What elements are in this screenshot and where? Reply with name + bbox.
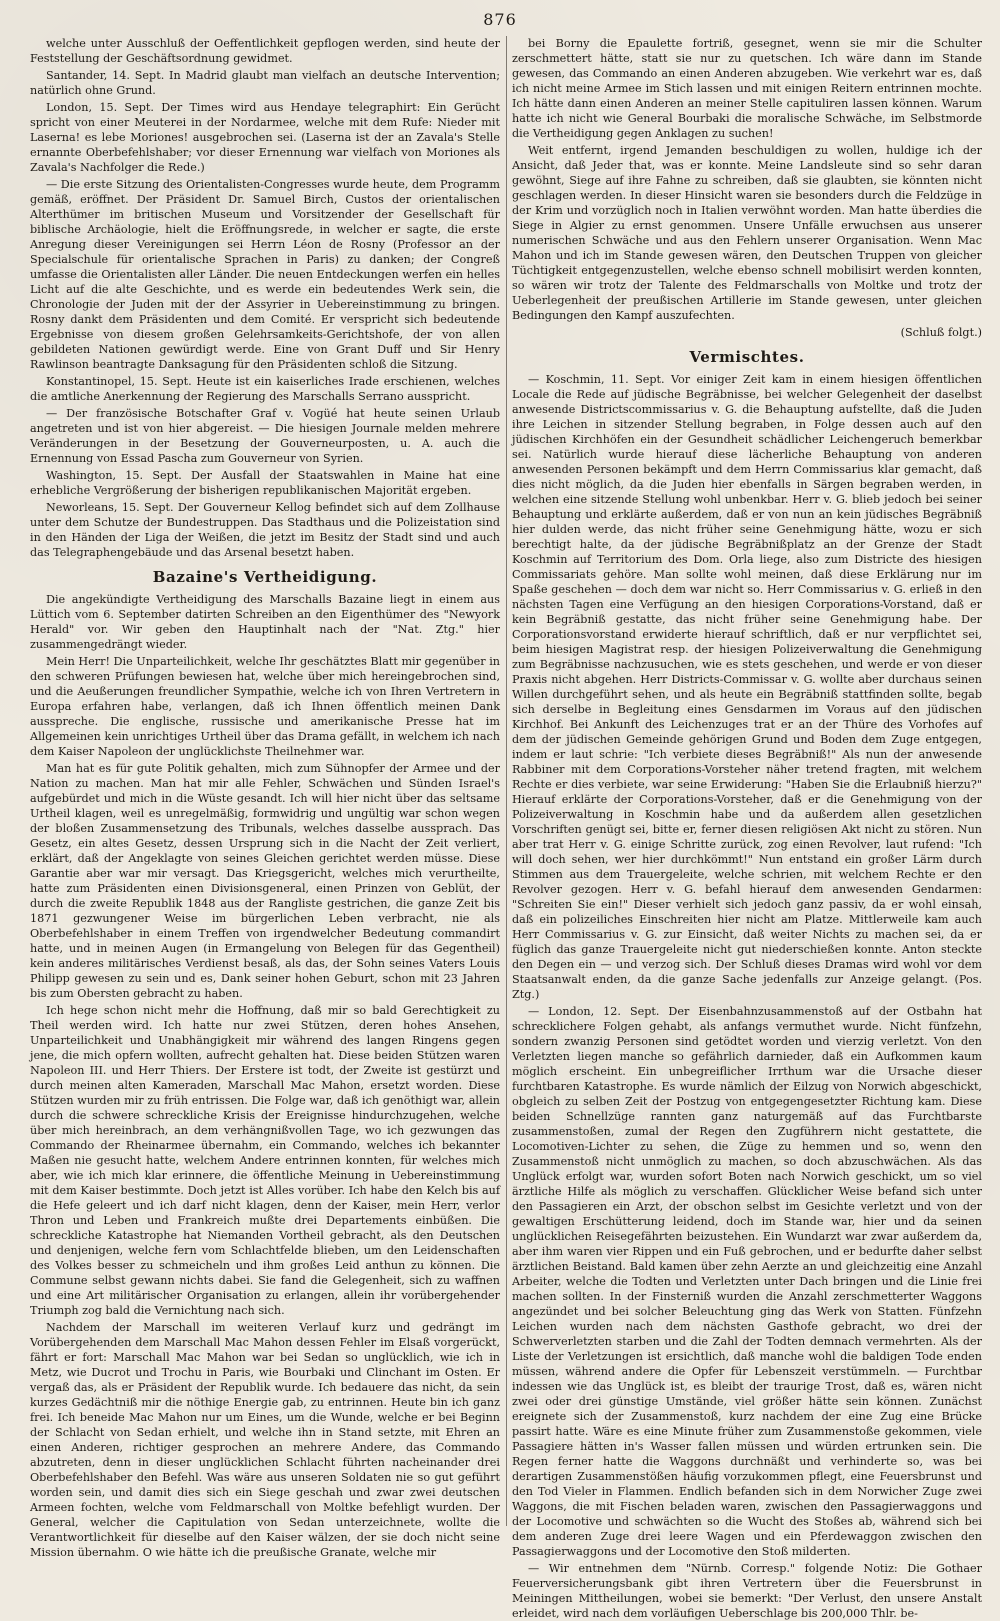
misc-paragraph-1: — Koschmin, 11. Sept. Vor einiger Zeit kam in einem hiesigen öffentlichen Locale die Rede auf jüdische Begräbnisse, bei welcher Gelegenheit der daselbst anwesende Districtscommissarius v. G. die Behauptung aufstellte, daß die Juden ihre Leichen in sitzender Stellung begraben, in Folge dessen auch auf den jüdischen Kirchhöfen ein der Gesundheit schädlicher Leichengeruch bemerkbar sei. Natürlich wurde hierauf diese lächerliche Behauptung von anderen anwesenden Personen bekämpft und dem Herrn Commissarius klar gemacht, daß dies nicht möglich, da die Juden hier ebenfalls in Särgen begraben werden, in welchen eine sitzende Stellung wohl unbenkbar. Herr v. G. blieb jedoch bei seiner Behauptung und erklärte außerdem, daß er von nun an kein jüdisches Begräbniß hier dulden werde, das nicht früher seine Genehmigung hätte, wozu er sich berechtigt halte, da der jüdische Begräbnißplatz an der Grenze der Stadt Koschmin auf Territorium des Dom. Orla liege, also zum Districte des hiesigen Commissariats gehöre. Man sollte wohl meinen, daß diese Erklärung nur im Spaße geschehen — doch dem war nicht so. Herr Commissarius v. G. erließ in den nächsten Tagen eine Verfügung an den hiesigen Corporations-Vorstand, daß er kein Begräbniß gestatte, das nicht früher seine Genehmigung habe. Der Corporationsvorstand erwiderte hierauf schriftlich, daß er nur verpflichtet sei, beim hiesigen Magistrat resp. der hiesigen Polizeiverwaltung die Genehmigung zum Begräbnisse nachzusuchen, wie es stets geschehen, und werde er von dieser Praxis nicht abgehen. Herr Districts-Commissar v. G. wollte aber durchaus seinen Willen durchgeführt sehen, und als heute ein Begräbniß stattfinden sollte, begab sich derselbe in Begleitung eines Gensdarmen im Voraus auf den jüdischen Kirchhof. Bei Ankunft des Leichenzuges trat er an der Thüre des Vorhofes auf dem der jüdischen Gemeinde gehörigen Grund und Boden dem Zuge entgegen, indem er laut schrie: "Ich verbiete dieses Begräbniß!" Als nun der anwesende Rabbiner mit dem Corporations-Vorsteher näher tretend fragten, mit welchem Rechte er dies verbiete, war seine Erwiderung: "Haben Sie die Erlaubniß hierzu?" Hierauf erklärte der Corporations-Vorsteher, daß er die Genehmigung von der Polizeiverwaltung in Koschmin habe und da außerdem allen gesetzlichen Vorschriften genügt sei, bitte er, ferner diesen religiösen Akt nicht zu stören. Nun aber trat Herr v. G. einige Schritte zurück, zog einen Revolver, laut rufend: "Ich will doch sehen, wer hier durchkömmt!" Nun entstand ein großer Lärm durch Stimmen aus dem Trauergeleite, welche schrien, mit welchem Rechte er den Revolver gezogen. Herr v. G. befahl hierauf dem anwesenden Gendarmen: "Schreiten Sie ein!" Dieser verhielt sich jedoch ganz passiv, da er wohl einsah, daß ein polizeiliches Einschreiten hier nicht am Platze. Mittlerweile kam auch Herr Commissarius v. G. zur Einsicht, daß weiter Nichts zu machen sei, da er füglich das ganze Trauergeleite nicht gut niederschießen konnte. Anton steckte den Degen ein — und verzog sich. Der Schluß dieses Dramas wird wohl vor dem Staatsanwalt enden, da die ganze Sache jedenfalls zur Anzeige gelangt. (Pos. Ztg.) (512, 373, 982, 1001)
left-paragraph-4: — Die erste Sitzung des Orientalisten-Congresses wurde heute, dem Programm gemäß, eröffnet. Der Präsident Dr. Samuel Birch, Custos der orientalischen Alterthümer im britischen Museum und Vorsitzender der Gesellschaft für biblische Archäologie, hielt die Eröffnungsrede, in welcher er sagte, die erste Anregung dieser Vereinigungen sei Herrn Léon de Rosny (Professor an der Specialschule für orientalische Sprachen in Paris) zu danken; der Congreß umfasse die Orientalisten aller Länder. Die neuen Entdeckungen werfen ein helles Licht auf die alte Geschichte, und es werde ein bedeutendes Werk sein, die Chronologie der Juden mit der der Assyrier in Uebereinstimmung zu bringen. Rosny dankt dem Präsidenten und dem Comité. Er verspricht sich bedeutende Ergebnisse von diesem großen Gelehrsamkeits-Gerichtshofe, der von allen gebildeten Nationen gewürdigt werde. Eine von Grant Duff und Sir Henry Rawlinson beantragte Danksagung für den Präsidenten schloß die Sitzung. (30, 178, 500, 371)
column-divider (506, 36, 507, 1526)
left-column (30, 36, 500, 1559)
bazaine-paragraph-4: Ich hege schon nicht mehr die Hoffnung, daß mir so bald Gerechtigkeit zu Theil werden wird. Ich hatte nur zwei Stützen, deren hohes Ansehen, Unparteilichkeit und Unabhängigkeit mir während des langen Ringens gegen jene, die mich opfern wollten, aufrecht gehalten hat. Diese beiden Stützen waren Napoleon III. und Herr Thiers. Der Erstere ist todt, der Zweite ist gestürzt und durch meinen alten Kameraden, Marschall Mac Mahon, ersetzt worden. Diese Stützen wurden mir zu früh entrissen. Die Folge war, daß ich genöthigt war, allein durch die schwere schreckliche Krisis der Ereignisse hindurchzugehen, welche über mich hereinbrach, an dem verhängnißvollen Tage, wo ich gezwungen das Commando der Rheinarmee übernahm, ein Commando, welches ich bekannter Maßen nie gesucht hatte, welchem Andere entrinnen konnten, für welches mich aber, wie ich mich klar erinnere, die öffentliche Meinung in Uebereinstimmung mit dem Kaiser bestimmte. Doch jetzt ist Alles vorüber. Ich habe den Kelch bis auf die Hefe geleert und ich darf nicht klagen, denn der Kaiser, mein Herr, verlor Thron und Leben und Frankreich mußte drei Departements einbüßen. Die schreckliche Katastrophe hat Niemanden Vortheil gebracht, als den Deutschen und denjenigen, welche fern vom Schlachtfelde blieben, um den Leidenschaften des Volkes besser zu schmeicheln und ihm großes Leid anthun zu können. Die Commune selbst gewann nichts dabei. Sie fand die Gelegenheit, sich zu waffnen und eine Art militärischer Organisation zu erlangen, allein ihr vorübergehender Triumph zog bald die Vernichtung nach sich. (30, 1004, 500, 1317)
columns (30, 36, 982, 1620)
misc-paragraph-2: — London, 12. Sept. Der Eisenbahnzusammenstoß auf der Ostbahn hat schrecklichere Folgen gehabt, als anfangs vermuthet wurde. Nicht fünfzehn, sondern zwanzig Personen sind getödtet worden und vierzig verletzt. Von den Verletzten liegen manche so gefährlich darnieder, daß ein Aufkommen kaum möglich erscheint. Ein unbegreiflicher Irrthum war die Ursache dieser furchtbaren Katastrophe. Es wurde nämlich der Eilzug von Norwich abgeschickt, obgleich zu selben Zeit der Postzug von entgegengesetzter Richtung kam. Diese beiden Schnellzüge rannten ganz naturgemäß auf das Furchtbarste zusammenstoßen, zumal der Regen den Zugführern nicht gestattete, die Locomotiven-Lichter zu sehen, die Züge zu hemmen und so, wenn den Zusammenstoß nicht unmöglich zu machen, so doch abzuschwächen. Als das Unglück erfolgt war, wurden sofort Boten nach Norwich geschickt, um so viel ärztliche Hilfe als möglich zu verschaffen. Glücklicher Weise befand sich unter den Passagieren ein Arzt, der obschon selbst im Gesichte verletzt und von der gewaltigen Erschütterung leidend, doch im Stande war, hier und da seinen unglücklichen Reisegefährten beizustehen. Ein Wundarzt war zwar außerdem da, aber ihm waren vier Rippen und ein Fuß gebrochen, und er bedurfte daher selbst ärztlichen Beistand. Bald kamen über zehn Aerzte an und gleichzeitig eine Anzahl Arbeiter, welche die Todten und Verletzten unter Dach bringen und die Linie frei machen sollten. In der Finsterniß wurden die Anzahl zerschmetterter Waggons angezündet und bei solcher Beleuchtung ging das Werk von Statten. Fünfzehn Leichen wurden nach dem nächsten Gasthofe gebracht, wo drei der Schwerverletzten starben und die Zahl der Todten demnach vermehrten. Als der Liste der Verletzungen ist ersichtlich, daß manche wohl die baldigen Tode enden müssen, während andere die Opfer für Lebenszeit verstümmeln. — Furchtbar indessen wie das Unglück ist, es bleibt der traurige Trost, daß es, wären nicht zwei oder drei günstige Umstände, viel größer hätte sein können. Zunächst ereignete sich der Zusammenstoß, kurz nachdem der eine Zug eine Brücke passirt hatte. Wäre es eine Minute früher zum Zusammenstoße gekommen, viele Passagiere hätten in's Wasser fallen müssen und würden ertrunken sein. Die Regen ferner hatte die Waggons durchnäßt und verhinderte so, was bei derartigen Zusammenstößen häufig vorzukommen pflegt, eine Feuersbrunst und den Tod Vieler in Flammen. Endlich befanden sich in dem Norwicher Zuge zwei Waggons, die mit Fischen beladen waren, zwischen den Passagierwaggons und der Locomotive und schwächten so die Wucht des Stoßes ab, während sich bei dem anderen Zuge drei leere Wagen und ein Pferdewaggon zwischen den Passagierwaggons und der Locomotive den Stoß milderten. (512, 1005, 982, 1558)
bazaine-paragraph-1: Die angekündigte Vertheidigung des Marschalls Bazaine liegt in einem aus Lüttich vom 6. September datirten Schreiben an den Eigenthümer des "Newyork Herald" vor. Wir geben den Hauptinhalt nach der "Nat. Ztg." hier zusammengedrängt wieder. (30, 593, 500, 651)
bazaine-continuation-2: Weit entfernt, irgend Jemanden beschuldigen zu wollen, huldige ich der Ansicht, daß Jeder that, was er konnte. Meine Landsleute sind so sehr daran gewöhnt, Siege auf ihre Fahne zu schreiben, daß sie glaubten, sie könnten nicht geschlagen werden. In dieser Hinsicht waren sie besonders durch die Feldzüge in der Krim und vorzüglich noch in Italien verwöhnt worden. Man hatte überdies die Siege in Algier zu ernst genommen. Unsere Unfälle erwuchsen aus unserer numerischen Schwäche und aus den Fehlern unserer Organisation. Wenn Mac Mahon und ich im Stande gewesen wären, den Deutschen Truppen von gleicher Tüchtigkeit entgegenzustellen, welche ebenso schnell mobilisirt werden konnten, so wären wir trotz der Talente des Feldmarschalls von Moltke und trotz der Ueberlegenheit der preußischen Artillerie im Stande gewesen, unter gleichen Bedingungen den Kampf auszufechten. (512, 144, 982, 322)
left-paragraph-7: Washington, 15. Sept. Der Ausfall der Staatswahlen in Maine hat eine erhebliche Vergrößerung der bisherigen republikanischen Majorität ergeben. (30, 469, 500, 497)
misc-paragraph-3: — Wir entnehmen dem "Nürnb. Corresp." folgende Notiz: Die Gothaer Feuerversicherungsbank gibt ihren Vertretern über die Feuersbrunst in Meiningen Mittheilungen, wobei sie bemerkt: "Der Verlust, den unsere Anstalt erleidet, wird nach dem vorläufigen Ueberschlage bis 200,000 Thlr. be- (512, 1562, 982, 1620)
left-paragraph-3: London, 15. Sept. Der Times wird aus Hendaye telegraphirt: Ein Gerücht spricht von einer Meuterei in der Nordarmee, welche mit dem Rufe: Nieder mit Laserna! es lebe Moriones! ausgebrochen sei. (Laserna ist der an Zavala's Stelle ernannte Oberbefehlshaber; vor dieser Ernennung war vielfach von Moriones als Zavala's Nachfolger die Rede.) (30, 101, 500, 174)
conclusion-note: (Schluß folgt.) (900, 326, 982, 339)
bazaine-paragraph-2: Mein Herr! Die Unparteilichkeit, welche Ihr geschätztes Blatt mir gegenüber in den schweren Prüfungen bewiesen hat, welche über mich hereingebrochen sind, und die Aeußerungen freundlicher Sympathie, welche ich von Ihren Vertretern in Europa erfahren habe, verlangen, daß ich Ihnen öffentlich meinen Dank ausspreche. Die englische, russische und amerikanische Presse hat im Allgemeinen kein unrichtiges Urtheil über das Drama gefällt, in welchem ich nach dem Kaiser Napoleon der unglücklichste Theilnehmer war. (30, 655, 500, 758)
section-title-vermischtes: Vermischtes. (689, 348, 805, 366)
left-paragraph-5: Konstantinopel, 15. Sept. Heute ist ein kaiserliches Irade erschienen, welches die amtliche Anerkennung der Regierung des Marschalls Serrano ausspricht. (30, 375, 500, 403)
left-paragraph-2: Santander, 14. Sept. In Madrid glaubt man vielfach an deutsche Intervention; natürlich ohne Grund. (30, 69, 500, 97)
left-paragraph-6: — Der französische Botschafter Graf v. Vogüé hat heute seinen Urlaub angetreten und ist von hier abgereist. — Die hiesigen Journale melden mehrere Veränderungen in der Besetzung der Gouverneurposten, u. A. auch die Ernennung von Essad Pascha zum Gouverneur von Syrien. (30, 407, 500, 465)
section-title-bazaine: Bazaine's Vertheidigung. (152, 568, 378, 586)
bazaine-continuation-1: bei Borny die Epaulette fortriß, gesegnet, wenn sie mir die Schulter zerschmettert hätte, statt sie nur zu quetschen. Ich wäre dann im Stande gewesen, das Commando an einen Anderen abzugeben. Wie verkehrt war es, daß ich nicht meine Armee im Stich lassen und mit einigen Reitern entrinnen mochte. Ich hätte dann einen Anderen an meiner Stelle capituliren lassen können. Warum hatte ich nicht wie General Bourbaki die moralische Schwäche, im Selbstmorde die Vertheidigung gegen Anklagen zu suchen! (512, 37, 982, 140)
left-paragraph-1: welche unter Ausschluß der Oeffentlichkeit gepflogen werden, sind heute der Feststellung der Geschäftsordnung gewidmet. (30, 37, 500, 65)
bazaine-paragraph-3: Man hat es für gute Politik gehalten, mich zum Sühnopfer der Armee und der Nation zu machen. Man hat mir alle Fehler, Schwächen und Sünden Israel's aufgebürdet und mich in die Wüste gesandt. Ich will hier nicht über das seltsame Urtheil klagen, weil es unregelmäßig, formwidrig und ungültig war schon wegen der bloßen Zusammensetzung des Tribunals, welches dasselbe aussprach. Das Gesetz, ein altes Gesetz, dessen Ursprung sich in die Nacht der Zeit verliert, erklärt, daß der Angeklagte von seines Gleichen gerichtet werden müsse. Diese Garantie aber war mir versagt. Das Kriegsgericht, welches mich verurtheilte, hatte zum Präsidenten einen Divisionsgeneral, einen Prinzen von Geblüt, der durch die zweite Republik 1848 aus der Rangliste gestrichen, die ganze Zeit bis 1871 gezwungener Weise im bürgerlichen Leben verbracht, nie als Oberbefehlshaber in einem Treffen von irgendwelcher Bedeutung commandirt hatte, und in meinen Augen (in Ermangelung von Belegen für das Gegentheil) kein anderes militärisches Verdienst besaß, als das, der Sohn seines Vaters Louis Philipp gewesen zu sein und es, Dank seiner hohen Geburt, schon mit 23 Jahren bis zum Obersten gebracht zu haben. (30, 762, 500, 1000)
bazaine-paragraph-5: Nachdem der Marschall im weiteren Verlauf kurz und gedrängt im Vorübergehenden dem Marschall Mac Mahon dessen Fehler im Elsaß vorgerückt, fährt er fort: Marschall Mac Mahon war bei Sedan so unglücklich, wie ich in Metz, wie Ducrot und Trochu in Paris, wie Bourbaki und Clinchant im Osten. Er vergaß das, als er Präsident der Republik wurde. Ich bedauere das nicht, da sein kurzes Gedächtniß mir die nöthige Energie gab, zu entrinnen. Heute bin ich ganz frei. Ich beneide Mac Mahon nur um Eines, um die Wunde, welche er bei Beginn der Schlacht von Sedan erhielt, und welche ihn in Stand setzte, mit Ehren an einen Anderen, richtiger gesprochen an mehrere Andere, das Commando abzutreten, denn in dieser unglücklichen Schlacht führten nacheinander drei Oberbefehlshaber den Befehl. Was wäre aus unseren Soldaten nie so gut geführt worden sein, und damit dies sich ein Siege geschah und zwar zwei deutschen Armeen fochten, welche vom Feldmarschall von Moltke befehligt wurden. Der General, welcher die Capitulation von Sedan unterzeichnete, wollte die Verantwortlichkeit für dieselbe auf den Kaiser wälzen, der sie doch nicht seine Mission übernahm. O wie hätte ich die preußische Granate, welche mir (30, 1321, 500, 1559)
page-number: 876 (483, 10, 517, 29)
left-paragraph-8: Neworleans, 15. Sept. Der Gouverneur Kellog befindet sich auf dem Zollhause unter dem Schutze der Bundestruppen. Das Stadthaus und die Polizeistation sind in den Händen der Liga der Weißen, die jetzt im Besitz der Stadt sind und auch das Telegraphengebäude und das Arsenal besetzt haben. (30, 501, 500, 559)
right-column (512, 36, 982, 1620)
